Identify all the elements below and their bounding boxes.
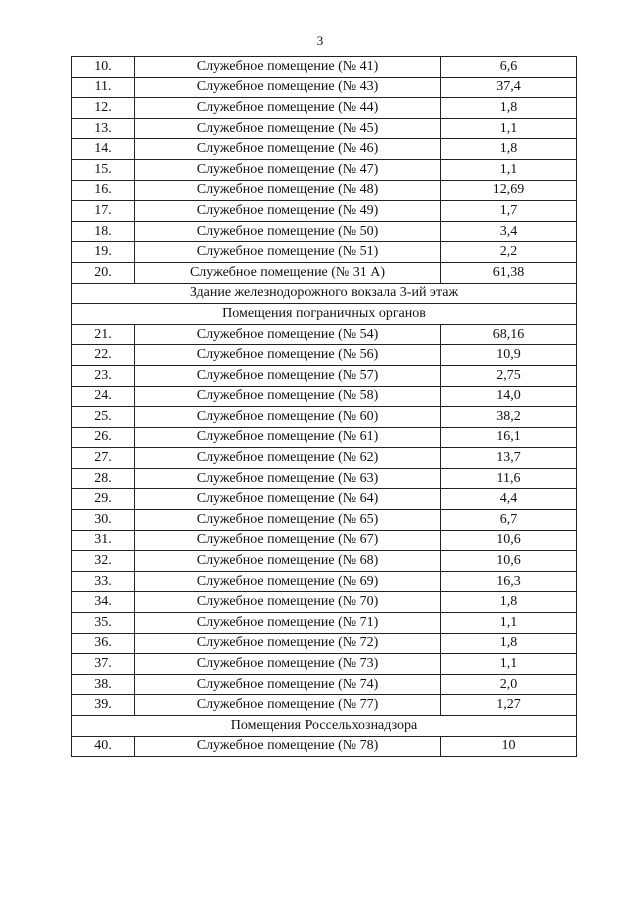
room-name: Служебное помещение (№ 69) bbox=[135, 571, 441, 592]
section-title: Здание железнодорожного вокзала 3-ий этаж bbox=[72, 283, 577, 304]
room-area: 11,6 bbox=[441, 468, 577, 489]
row-number: 14. bbox=[72, 139, 135, 160]
room-area: 1,7 bbox=[441, 201, 577, 222]
table-row bbox=[72, 118, 577, 139]
table-row bbox=[72, 262, 577, 283]
table-row bbox=[72, 613, 577, 634]
table-row bbox=[72, 139, 577, 160]
row-number: 23. bbox=[72, 365, 135, 386]
room-area: 3,4 bbox=[441, 221, 577, 242]
room-name: Служебное помещение (№ 70) bbox=[135, 592, 441, 613]
row-number: 18. bbox=[72, 221, 135, 242]
row-number: 36. bbox=[72, 633, 135, 654]
row-number: 17. bbox=[72, 201, 135, 222]
room-area: 2,2 bbox=[441, 242, 577, 263]
room-name: Служебное помещение (№ 73) bbox=[135, 654, 441, 675]
room-area: 1,8 bbox=[441, 139, 577, 160]
section-title: Помещения пограничных органов bbox=[72, 304, 577, 325]
section-header-row bbox=[72, 283, 577, 304]
premises-table-body bbox=[72, 57, 577, 757]
room-area: 1,1 bbox=[441, 118, 577, 139]
room-area: 68,16 bbox=[441, 324, 577, 345]
room-area: 37,4 bbox=[441, 77, 577, 98]
room-area: 1,8 bbox=[441, 592, 577, 613]
table-row bbox=[72, 57, 577, 78]
room-name: Служебное помещение (№ 63) bbox=[135, 468, 441, 489]
row-number: 28. bbox=[72, 468, 135, 489]
room-name: Служебное помещение (№ 56) bbox=[135, 345, 441, 366]
row-number: 15. bbox=[72, 159, 135, 180]
room-area: 12,69 bbox=[441, 180, 577, 201]
room-name: Служебное помещение (№ 54) bbox=[135, 324, 441, 345]
room-name: Служебное помещение (№ 57) bbox=[135, 365, 441, 386]
row-number: 32. bbox=[72, 551, 135, 572]
row-number: 35. bbox=[72, 613, 135, 634]
table-row bbox=[72, 674, 577, 695]
room-name: Служебное помещение (№ 64) bbox=[135, 489, 441, 510]
table-row bbox=[72, 345, 577, 366]
table-row bbox=[72, 551, 577, 572]
room-name: Служебное помещение (№ 74) bbox=[135, 674, 441, 695]
section-header-row bbox=[72, 304, 577, 325]
table-row bbox=[72, 448, 577, 469]
row-number: 24. bbox=[72, 386, 135, 407]
premises-table bbox=[71, 56, 577, 757]
table-row bbox=[72, 489, 577, 510]
room-name: Служебное помещение (№ 47) bbox=[135, 159, 441, 180]
row-number: 16. bbox=[72, 180, 135, 201]
table-row bbox=[72, 77, 577, 98]
table-row bbox=[72, 324, 577, 345]
room-area: 38,2 bbox=[441, 407, 577, 428]
room-name: Служебное помещение (№ 43) bbox=[135, 77, 441, 98]
room-area: 61,38 bbox=[441, 262, 577, 283]
room-area: 2,0 bbox=[441, 674, 577, 695]
table-row bbox=[72, 242, 577, 263]
room-name: Служебное помещение (№ 60) bbox=[135, 407, 441, 428]
room-name: Служебное помещение (№ 71) bbox=[135, 613, 441, 634]
room-name: Служебное помещение (№ 65) bbox=[135, 510, 441, 531]
room-name: Служебное помещение (№ 62) bbox=[135, 448, 441, 469]
room-area: 10,9 bbox=[441, 345, 577, 366]
table-row bbox=[72, 201, 577, 222]
row-number: 21. bbox=[72, 324, 135, 345]
row-number: 31. bbox=[72, 530, 135, 551]
table-row bbox=[72, 654, 577, 675]
row-number: 26. bbox=[72, 427, 135, 448]
row-number: 19. bbox=[72, 242, 135, 263]
row-number: 39. bbox=[72, 695, 135, 716]
room-area: 16,3 bbox=[441, 571, 577, 592]
row-number: 27. bbox=[72, 448, 135, 469]
room-name: Служебное помещение (№ 68) bbox=[135, 551, 441, 572]
room-name: Служебное помещение (№ 67) bbox=[135, 530, 441, 551]
row-number: 11. bbox=[72, 77, 135, 98]
room-name: Служебное помещение (№ 72) bbox=[135, 633, 441, 654]
room-name: Служебное помещение (№ 41) bbox=[135, 57, 441, 78]
table-row bbox=[72, 365, 577, 386]
row-number: 34. bbox=[72, 592, 135, 613]
room-name: Служебное помещение (№ 78) bbox=[135, 736, 441, 757]
room-name: Служебное помещение (№ 31 А) bbox=[135, 262, 441, 283]
row-number: 22. bbox=[72, 345, 135, 366]
row-number: 13. bbox=[72, 118, 135, 139]
room-name: Служебное помещение (№ 49) bbox=[135, 201, 441, 222]
room-area: 10,6 bbox=[441, 530, 577, 551]
row-number: 20. bbox=[72, 262, 135, 283]
room-area: 2,75 bbox=[441, 365, 577, 386]
row-number: 10. bbox=[72, 57, 135, 78]
table-row bbox=[72, 221, 577, 242]
room-name: Служебное помещение (№ 44) bbox=[135, 98, 441, 119]
room-name: Служебное помещение (№ 51) bbox=[135, 242, 441, 263]
row-number: 40. bbox=[72, 736, 135, 757]
table-row bbox=[72, 386, 577, 407]
room-area: 4,4 bbox=[441, 489, 577, 510]
table-row bbox=[72, 98, 577, 119]
room-area: 6,7 bbox=[441, 510, 577, 531]
section-header-row bbox=[72, 716, 577, 737]
table-row bbox=[72, 510, 577, 531]
table-row bbox=[72, 530, 577, 551]
row-number: 37. bbox=[72, 654, 135, 675]
room-area: 1,8 bbox=[441, 633, 577, 654]
room-area: 10,6 bbox=[441, 551, 577, 572]
table-row bbox=[72, 695, 577, 716]
room-name: Служебное помещение (№ 77) bbox=[135, 695, 441, 716]
room-name: Служебное помещение (№ 58) bbox=[135, 386, 441, 407]
table-row bbox=[72, 592, 577, 613]
room-area: 6,6 bbox=[441, 57, 577, 78]
room-area: 10 bbox=[441, 736, 577, 757]
room-area: 1,27 bbox=[441, 695, 577, 716]
table-row bbox=[72, 571, 577, 592]
table-row bbox=[72, 427, 577, 448]
table-row bbox=[72, 159, 577, 180]
room-name: Служебное помещение (№ 61) bbox=[135, 427, 441, 448]
table-row bbox=[72, 736, 577, 757]
room-name: Служебное помещение (№ 46) bbox=[135, 139, 441, 160]
room-name: Служебное помещение (№ 50) bbox=[135, 221, 441, 242]
room-area: 1,1 bbox=[441, 654, 577, 675]
room-area: 1,1 bbox=[441, 159, 577, 180]
row-number: 33. bbox=[72, 571, 135, 592]
row-number: 30. bbox=[72, 510, 135, 531]
table-row bbox=[72, 468, 577, 489]
table-row bbox=[72, 407, 577, 428]
room-area: 1,1 bbox=[441, 613, 577, 634]
row-number: 29. bbox=[72, 489, 135, 510]
room-area: 1,8 bbox=[441, 98, 577, 119]
row-number: 38. bbox=[72, 674, 135, 695]
room-area: 13,7 bbox=[441, 448, 577, 469]
row-number: 25. bbox=[72, 407, 135, 428]
section-title: Помещения Россельхознадзора bbox=[72, 716, 577, 737]
table-row bbox=[72, 633, 577, 654]
page-number: 3 bbox=[316, 33, 324, 48]
room-area: 14,0 bbox=[441, 386, 577, 407]
row-number: 12. bbox=[72, 98, 135, 119]
room-name: Служебное помещение (№ 45) bbox=[135, 118, 441, 139]
room-area: 16,1 bbox=[441, 427, 577, 448]
room-name: Служебное помещение (№ 48) bbox=[135, 180, 441, 201]
table-row bbox=[72, 180, 577, 201]
